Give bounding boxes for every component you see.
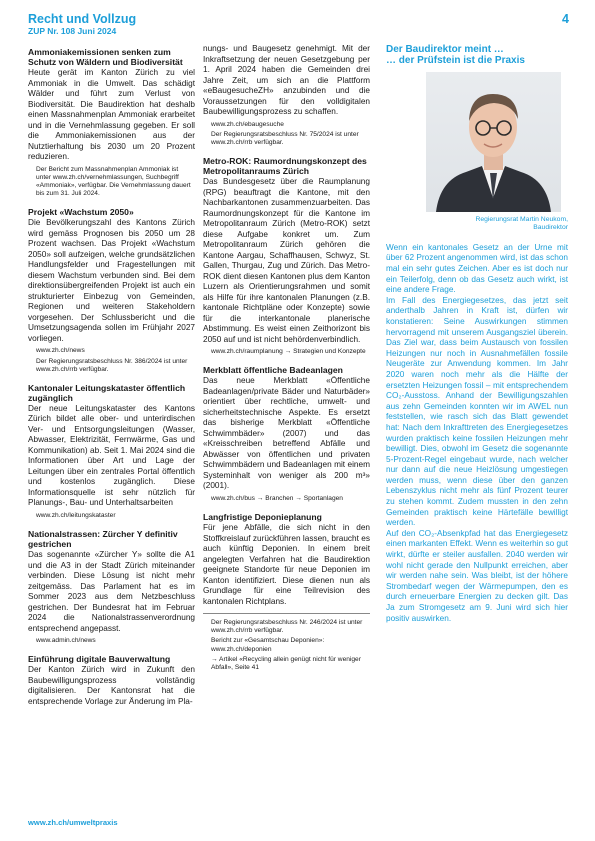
portrait-photo	[426, 72, 561, 212]
section-note	[211, 619, 370, 672]
column-right	[386, 44, 568, 624]
section-note	[211, 495, 370, 503]
note-link[interactable]: www.zh.ch/leitungskataster	[36, 511, 116, 519]
note-link[interactable]: Bericht zur «Gesamtschau Deponien»: www.zh.ch/deponien	[211, 637, 325, 653]
section-text: Für jene Abfälle, die sich nicht in den Stoffkreislauf zurückführen lassen, braucht es auch künftig Deponien. In einem breit angelegten Verfahren hat die Baudirektion geeignete Standorte für neue Deponien im Kanton identifiziert. Diese dienen nun als Grundlage für eine Teilrevision des kantonalen Richtplans.	[203, 523, 370, 606]
section-metro-rok	[203, 156, 370, 356]
editorial-paragraph-2: Im Fall des Energiegesetzes, das jetzt seit anderthalb Jahren in Kraft ist, dürfen wir konstatieren: Seine Auswirkungen stimmen hervorragend mit unserem Ausgangsziel überein. Das Ziel war, dass beim Austausch von fossilen Heizungen nur noch in Ausnahmefällen fossile Neugeräte zur Anwendung kommen. Im Jahr 2020 waren noch mehr als die Hälfte der ersetzten Heizungen fossil – mit entsprechendem CO₂-Ausstoss. Anhand der Bewilligungszahlen aus zehn Gemeinden konnten wir im AWEL nun feststellen, wie rasch sich das Blatt gewendet hat: Nach dem Inkrafttreten des Energiegesetzes wurden praktisch keine fossilen Heizungen mehr bewilligt. Dies, obwohl im Gesetz die sogenannte 5-Prozent-Regel eingebaut wurde, nach welcher nur dann auf die neue Heizlösung umgestiegen werden muss, wenn diese über den ganzen Lebenszyklus nicht mehr als fünf Prozent teurer zu stehen kommt. Zudem mussten in den zehn Gemeinden praktisch keine Härtefälle bewilligt werden.	[386, 295, 568, 528]
portrait-illustration	[426, 72, 561, 212]
kicker-line-2: … der Prüfstein ist die Praxis	[386, 55, 525, 66]
section-title: Einführung digitale Bauverwaltung	[28, 654, 171, 665]
note-link[interactable]: www.zh.ch/ebaugesuche	[211, 120, 284, 128]
note-text: Der Bericht zum Massnahmenplan Ammoniak ist unter www.zh.ch/vernehmlassungen, Suchbegriff «Ammoniak», verfügbar. Die Vernehmlassung dauert bis zum 31. Juli 2024.	[36, 165, 191, 198]
section-title: Nationalstrassen: Zürcher Y definitiv gestrichen	[28, 529, 178, 550]
section-ammoniak	[28, 47, 195, 198]
section-text: Das Bundesgesetz über die Raumplanung (RPG) beauftragt die Kantone, mit den Nachbarkantonen zusammenzuarbeiten. Das Raumordnungskonzept für die Kantone im Metropolitanraum Zürich (Metro-ROK) setzt diese Aufgabe konkret um. Zum Metropolitanraum Zürich gehören die Kantone Aargau, Schaffhausen, Schwyz, St. Gallen, Thurgau, Zug und Zürich. Das Metro-ROK dient diesen Kantonen plus dem Kanton Luzern als Orientierungsrahmen und somit als Hilfe für ihre kantonalen Planungen (z.B. kantonale Richtpläne oder Konzepte) sowie für die interkantonale planerische Abstimmung. Es weist einen Zeithorizont bis 2050 auf und ist nicht behördenverbindlich.	[203, 177, 370, 344]
section-nationalstrassen	[28, 529, 195, 645]
section-text: Der Kanton Zürich wird in Zukunft den Baubewilligungsprozess vollständig digitalisieren. Der Kantonsrat hat die entsprechende Vorlage zur Änderung im Pla-	[28, 665, 195, 706]
kicker-line-1: Der Baudirektor meint …	[386, 44, 504, 55]
note-link[interactable]: www.admin.ch/news	[36, 637, 96, 645]
section-text: Die Bevölkerungszahl des Kantons Zürich wird gemäss Prognosen bis 2050 um 28 Prozent wachsen. Das Projekt «Wachstum 2050» soll aufzeigen, welche grundsätzlichen Handlungsfelder und Fragestellungen mit diesem Wachstum verbunden sind. Bei dem direktionsübergreifenden Projekt ist auch ein strukturierter Einbezug von Gemeinden, Regionen und weiteren Stakeholdern vorgesehen. Der Schlussbericht und die Umsetzungsagenda sollen im Frühjahr 2027 vorliegen.	[28, 218, 195, 343]
section-wachstum	[28, 207, 195, 374]
section-text: Das sogenannte «Zürcher Y» sollte die A1 und die A3 in der Stadt Zürich miteinander verbinden. Diese Lösung ist nicht mehr zeitgemäss. Das Parlament hat es im Sommer 2023 aus dem Netzbeschluss gestrichen. Der Bundesrat hat im Februar 2024 die Nationalstrassenverordnung entsprechend angepasst.	[28, 550, 195, 633]
section-title: Projekt «Wachstum 2050»	[28, 207, 134, 218]
page-number: 4	[562, 12, 569, 26]
header-issue: ZUP Nr. 108 Juni 2024	[28, 26, 117, 36]
note-link[interactable]: www.zh.ch/raumplanung → Strategien und Konzepte	[211, 348, 366, 356]
photo-caption	[386, 216, 568, 233]
note-link[interactable]: www.zh.ch/bus → Branchen → Sportanlagen	[211, 494, 343, 502]
section-note	[36, 512, 195, 520]
column-middle	[203, 44, 370, 681]
section-title: Metro-ROK: Raumordnungskonzept des Metropolitanraums Zürich	[203, 156, 367, 177]
section-bauverwaltung-continued	[203, 44, 370, 147]
section-note	[36, 347, 195, 374]
section-title: Langfristige Deponieplanung	[203, 512, 322, 523]
note-crossref[interactable]: → Artikel «Recycling allein genügt nicht für weniger Abfall», Seite 41	[211, 655, 361, 672]
note-text: Der Regierungsratsbeschluss Nr. 386/2024 ist unter www.zh.ch/rrb verfügbar.	[36, 357, 188, 373]
section-title: Merkblatt öffentliche Badeanlagen	[203, 365, 343, 376]
note-text: Der Regierungsratsbeschluss Nr. 75/2024 ist unter www.zh.ch/rrb verfügbar.	[211, 130, 359, 146]
editorial-paragraph-1: Wenn ein kantonales Gesetz an der Urne mit über 62 Prozent angenommen wird, ist das schon mal ein sehr gutes Zeichen. Aber es ist doch nur ein Teilerfolg, denn ob das Gesetz auch wirkt, ist eine andere Frage.	[386, 242, 568, 295]
note-link[interactable]: www.zh.ch/news	[36, 347, 85, 355]
divider	[203, 613, 370, 614]
section-bauverwaltung	[28, 654, 195, 707]
section-text: nungs- und Baugesetz genehmigt. Mit der Inkraftsetzung der neuen Gesetzgebung per 1. April 2024 haben die Gemeinden drei Jahre Zeit, um sich an die Plattform «eBaugesucheZH» anzubinden und die Voraussetzungen für den volldigitalen Baubewilligungsprozess zu schaffen.	[203, 44, 370, 116]
caption-line-2: Baudirektor	[533, 224, 568, 232]
column-left	[28, 47, 195, 716]
section-badeanlagen	[203, 365, 370, 503]
section-text: Das neue Merkblatt «Öffentliche Badeanlagen/private Bäder und Naturbäder» orientiert über rechtliche, umwelt- und sicherheitstechnische Aspekte. Es ersetzt das bisherige Merkblatt «Öffentliche Schwimmbäder» (2007) und das «Kreisschreiben betreffend Abfälle und Abwässer von öffentlichen und privaten Schwimmbädern und Badeanlagen mit einem Systeminhalt von weniger als 200 m³» (2001).	[203, 376, 370, 491]
section-note	[211, 348, 370, 356]
section-note	[36, 166, 195, 199]
footer-url[interactable]: www.zh.ch/umweltpraxis	[28, 818, 118, 827]
section-text: Heute gerät im Kanton Zürich zu viel Ammoniak in die Umwelt. Das schädigt Wälder und führt zum Verlust von Biodiversität. Die Baudirektion hat deshalb einen Massnahmenplan Ammoniak erarbeitet und in die Vernehmlassung gegeben. Er soll die Ammoniakemissionen aus der Nutztierhaltung bis 2030 um 20 Prozent reduzieren.	[28, 68, 195, 161]
section-leitungskataster	[28, 383, 195, 520]
caption-line-1: Regierungsrat Martin Neukom,	[475, 216, 568, 223]
section-deponieplanung	[203, 512, 370, 672]
section-text: Der neue Leitungskataster des Kantons Zürich bildet alle ober- und unterirdischen Ver- und Entsorgungsleitungen (Wasser, Abwasser, Elektrizität, Fernwärme, Gas und Kommunikation) ab. Seit 1. Mai 2024 sind die Informationen über Art und Lage der Leitungen über ein zentrales Portal öffentlich und kostenlos zugänglich. Diese Informationsquelle ist sehr nützlich für Planungs-, Bau- und Unterhaltsarbeiten	[28, 403, 195, 508]
section-title: Ammoniakemissionen senken zum Schutz von Wäldern und Biodiversität	[28, 47, 183, 67]
section-note	[36, 637, 195, 645]
editorial-paragraph-3: Auf den CO₂-Absenkpfad hat das Energiegesetz einen markanten Effekt. Wenn es weiterhin so gut wirkt, dürfte er steiler ausfallen. 2040 werden wir wohl nicht gerade den Nullpunkt erreichen, aber wir werden nahe sein. Was bleibt, ist der höhere Strombedarf wegen der Wärmepumpen, den es durch erneuerbare Energien zu decken gilt. Das Ja zum Stromgesetz am 9. Juni wird sich hier positiv auswirken.	[386, 528, 568, 623]
section-note	[211, 121, 370, 148]
header-title: Recht und Vollzug	[28, 12, 137, 26]
note-text: Der Regierungsratsbeschluss Nr. 246/2024 ist unter www.zh.ch/rrb verfügbar.	[211, 619, 363, 635]
section-title: Kantonaler Leitungskataster öffentlich zugänglich	[28, 382, 186, 403]
